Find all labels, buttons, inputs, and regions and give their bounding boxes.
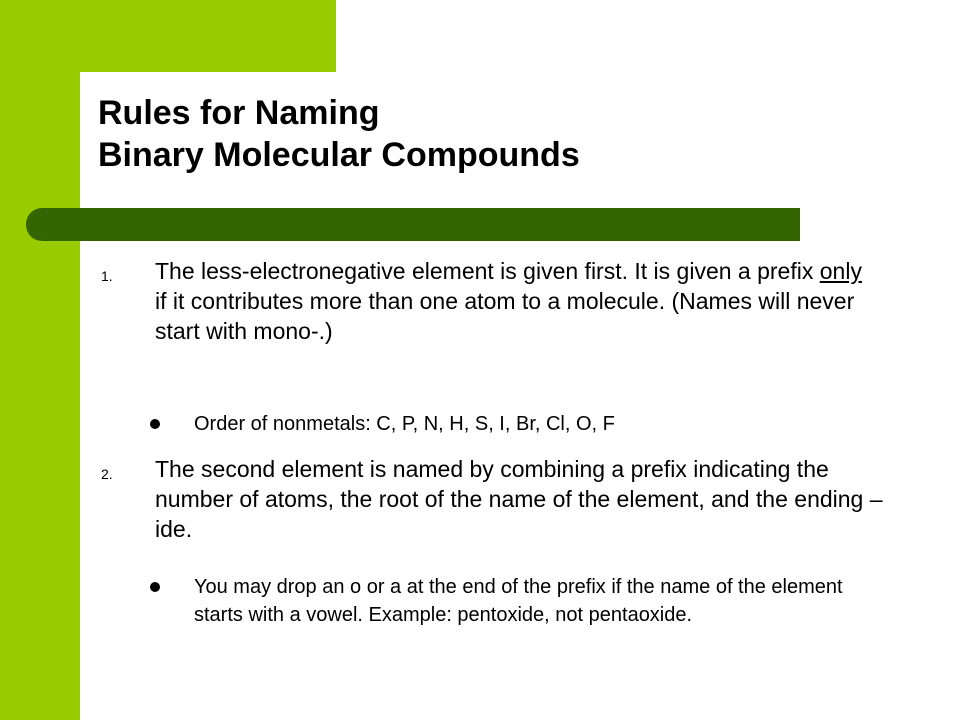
rule-1-text-underlined: only (819, 258, 862, 284)
title-line-2: Binary Molecular Compounds (98, 136, 580, 174)
rule-1-number: 1. (101, 268, 113, 284)
title-line-1: Rules for Naming (98, 94, 380, 132)
bullet-dot-icon (150, 419, 160, 429)
rule-1-text-before: The less-electronegative element is given first. It is given a prefix (155, 258, 820, 284)
rule-1-text (155, 256, 875, 346)
rule-1-sub-text: Order of nonmetals: C, P, N, H, S, I, Br, Cl, O, F (194, 413, 615, 435)
rule-2-text: The second element is named by combining a prefix indicating the number of atoms, the root of the name of the element, and the ending –ide. (155, 456, 883, 542)
rule-1-text-after: if it contributes more than one atom to a molecule. (Names will never start with mono-.) (155, 288, 855, 344)
rule-2-sub-text: You may drop an o or a at the end of the prefix if the name of the element starts with a vowel. Example: pentoxide, not pentaoxide. (194, 576, 843, 626)
bullet-dot-icon (150, 582, 160, 592)
rule-2-number: 2. (101, 466, 113, 482)
